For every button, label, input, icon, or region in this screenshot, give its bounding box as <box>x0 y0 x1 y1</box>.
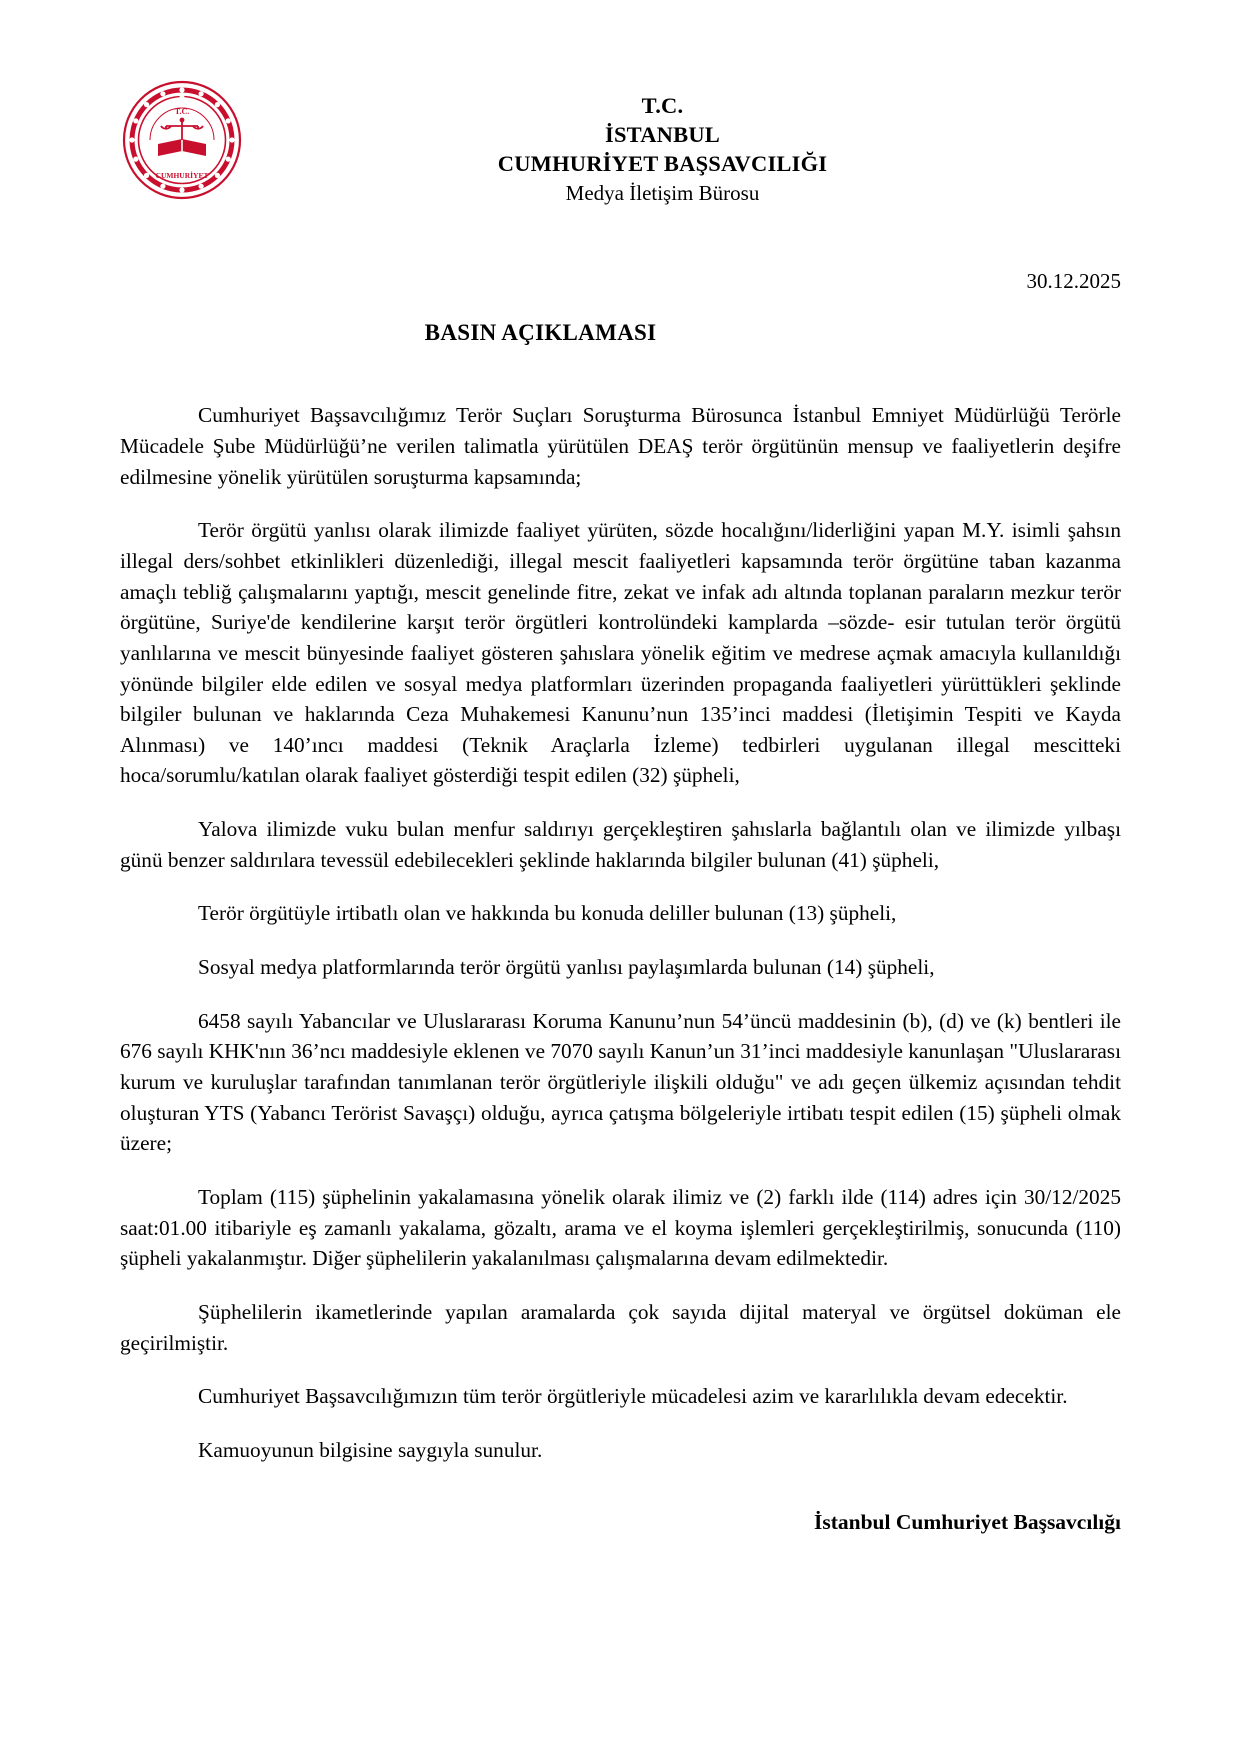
document-header <box>0 0 1241 207</box>
paragraph: Cumhuriyet Başsavcılığımız Terör Suçları Soruşturma Bürosunca İstanbul Emniyet Müdürlüğü Terörle Mücadele Şube Müdürlüğü’ne verilen talimatla yürütülen DEAŞ terör örgütünün mensup ve faaliyetlerin deşifre edilmesine yönelik yürütülen soruşturma kapsamında; <box>120 403 1121 489</box>
page-title: BASIN AÇIKLAMASI <box>424 320 657 346</box>
svg-text:CUMHURİYET: CUMHURİYET <box>155 171 209 180</box>
paragraph: Terör örgütüyle irtibatlı olan ve hakkında bu konuda deliller bulunan (13) şüpheli, <box>198 901 897 926</box>
header-line-bureau: Medya İletişim Bürosu <box>565 181 760 206</box>
signature-block: İstanbul Cumhuriyet Başsavcılığı <box>813 1509 1121 1534</box>
republic-seal-icon <box>120 78 244 202</box>
header-line-office: CUMHURİYET BAŞSAVCILIĞI <box>497 150 828 176</box>
paragraph: Toplam (115) şüphelinin yakalamasına yönelik olarak ilimiz ve (2) farklı ilde (114) adres için 30/12/2025 saat:01.00 itibariyle eş zamanlı yakalama, gözaltı, arama ve el koyma işlemleri gerçekleştirilmiş, sonucunda (110) şüpheli yakalanmıştır. Diğer şüphelilerin yakalanılması çalışmalarına devam edilmektedir. <box>120 1185 1121 1271</box>
header-line-tc: T.C. <box>641 93 684 118</box>
document-body <box>0 400 1241 1465</box>
paragraph: Şüphelilerin ikametlerinde yapılan aramalarda çok sayıda dijital materyal ve örgütsel doküman ele geçirilmiştir. <box>120 1300 1121 1355</box>
paragraph: 6458 sayılı Yabancılar ve Uluslararası Koruma Kanunu’nun 54’üncü maddesinin (b), (d) ve (k) bentleri ile 676 sayılı KHK'nın 36’ncı maddesiyle eklenen ve 7070 sayılı Kanun’un 31’inci maddesiyle kanunlaşan "Uluslararası kurum ve kuruluşlar tarafından tanımlanan terör örgütleriyle ilişkili olduğu" ve adı geçen ülkemiz açısından tehdit oluşturan YTS (Yabancı Terörist Savaşçı) olduğu, ayrıca çatışma bölgeleriyle irtibatı tespit edilen (15) şüpheli olmak üzere; <box>120 1008 1121 1156</box>
svg-text:T.C.: T.C. <box>174 107 190 116</box>
header-line-city: İSTANBUL <box>605 121 720 147</box>
document-date: 30.12.2025 <box>1026 269 1121 294</box>
paragraph: Yalova ilimizde vuku bulan menfur saldırıyı gerçekleştiren şahıslarla bağlantılı olan ve ilimizde yılbaşı günü benzer saldırılara tevessül edebilecekleri şeklinde haklarında bilgiler bulunan (41) şüpheli, <box>120 817 1121 872</box>
header-title-block <box>204 92 1121 207</box>
paragraph: Sosyal medya platformlarında terör örgütü yanlısı paylaşımlarda bulunan (14) şüpheli, <box>198 955 935 980</box>
paragraph: Kamuoyunun bilgisine saygıyla sunulur. <box>198 1437 543 1462</box>
paragraph: Terör örgütü yanlısı olarak ilimizde faaliyet yürüten, sözde hocalığını/liderliğini yapan M.Y. isimli şahsın illegal ders/sohbet etkinlikleri düzenlediği, illegal mescit faaliyetleri kapsamında terör örgütüne taban kazanma amaçlı tebliğ çalışmalarını yaptığı, mescit genelinde fitre, zekat ve infak adı altında toplanan paraların mezkur terör örgütüne, Suriye'de kendilerine karşıt terör örgütleri kontrolündeki kamplarda –sözde- esir tutulan terör örgütü yanlılarına ve mescit bünyesinde faaliyet gösteren şahıslara yönelik eğitim ve medrese açmak amacıyla kullanıldığı yönünde bilgiler elde edilen ve sosyal medya platformları üzerinden propaganda faaliyetleri yürüttükleri şeklinde bilgiler bulunan ve haklarında Ceza Muhakemesi Kanunu’nun 135’inci maddesi (İletişimin Tespiti ve Kayda Alınması) ve 140’ıncı maddesi (Teknik Araçlarla İzleme) tedbirleri uygulanan illegal mescitteki hoca/sorumlu/katılan olarak faaliyet gösterdiği tespit edilen (32) şüpheli, <box>120 518 1121 788</box>
paragraph: Cumhuriyet Başsavcılığımızın tüm terör örgütleriyle mücadelesi azim ve kararlılıkla devam edecektir. <box>198 1384 1068 1409</box>
